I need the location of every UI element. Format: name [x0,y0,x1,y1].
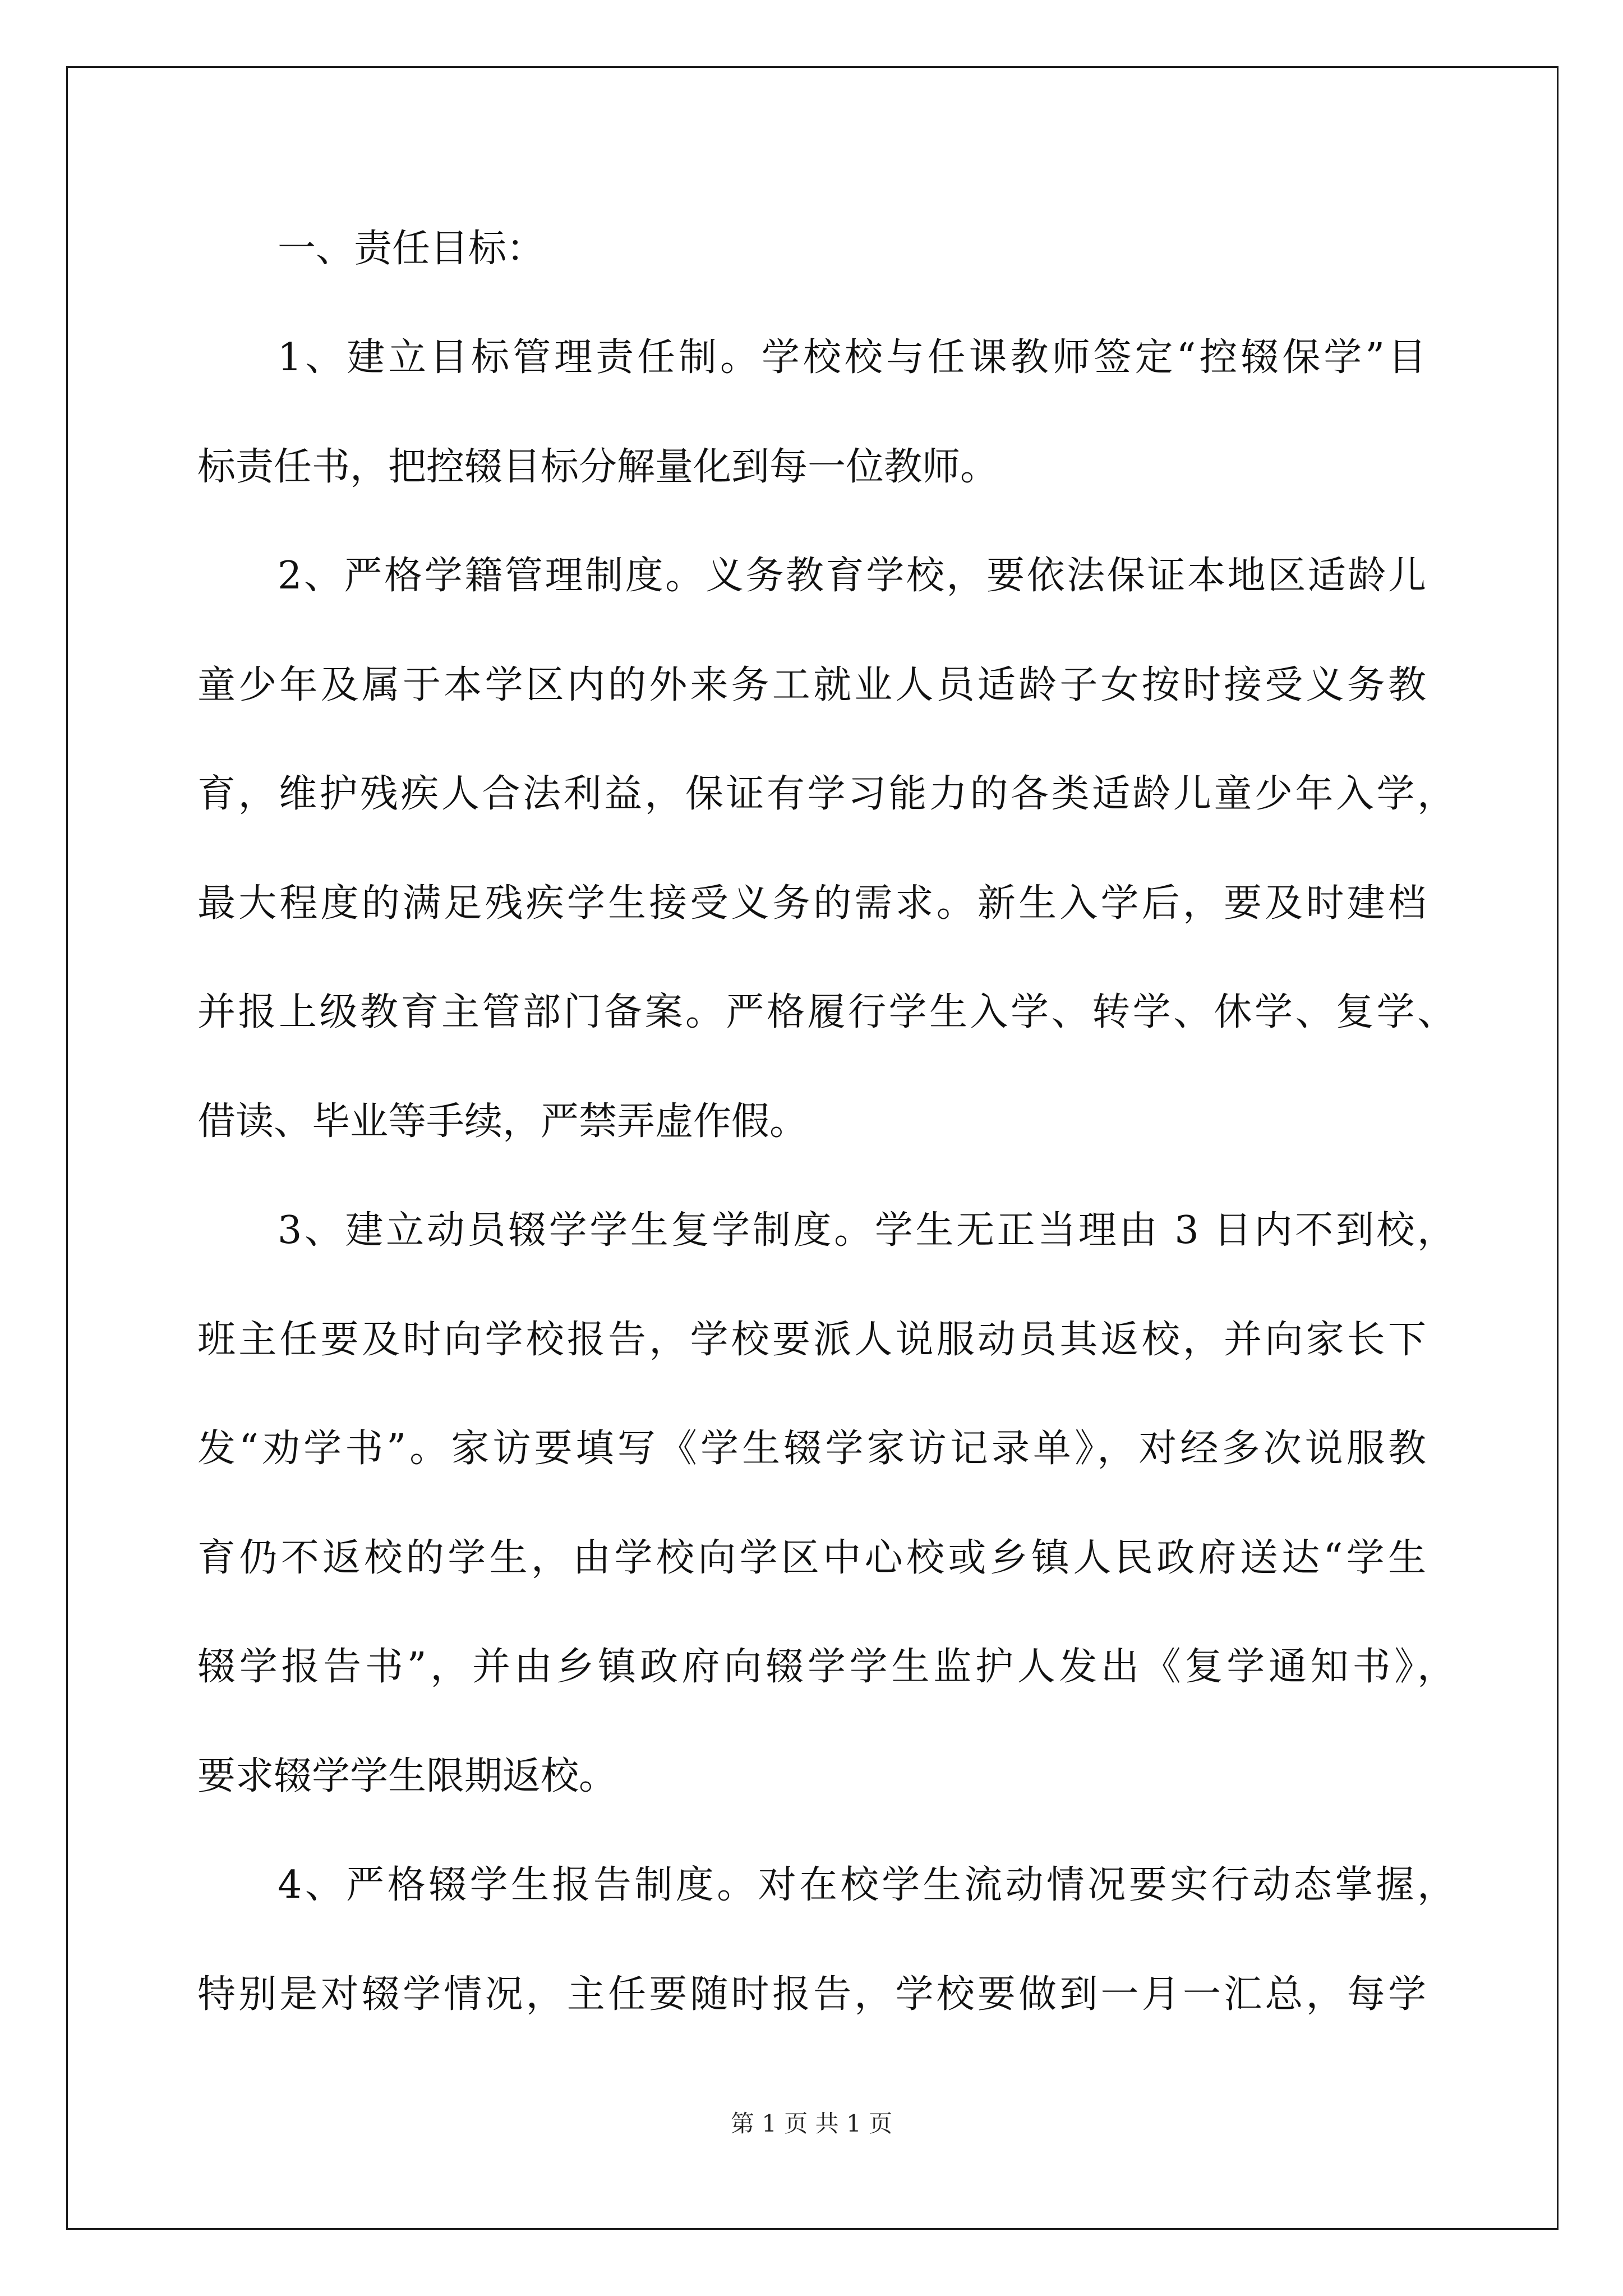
paragraph-line: 3、建立动员辍学学生复学制度。学生无正当理由 3 日内不到校， [278,1208,1455,1253]
page-number-footer: 第 1 页 共 1 页 [730,2110,893,2137]
paragraph-line: 特别是对辍学情况，主任要随时报告，学校要做到一月一汇总，每学 [197,1972,1426,2017]
paragraph-line: 发“劝学书”。家访要填写《学生辍学家访记录单》，对经多次说服教 [197,1427,1426,1471]
paragraph-line: 辍学报告书”，并由乡镇政府向辍学学生监护人发出《复学通知书》， [197,1645,1455,1689]
paragraph-line: 班主任要及时向学校报告，学校要派人说服动员其返校，并向家长下 [197,1318,1426,1362]
paragraph-line: 童少年及属于本学区内的外来务工就业人员适龄子女按时接受义务教 [197,663,1426,707]
paragraph-line: 1、建立目标管理责任制。学校校与任课教师签定“控辍保学”目 [278,335,1426,380]
section-heading: 一、责任目标： [278,227,545,271]
paragraph-line: 育仍不返校的学生，由学校向学区中心校或乡镇人民政府送达“学生 [197,1536,1426,1580]
paragraph-line: 最大程度的满足残疾学生接受义务的需求。新生入学后，要及时建档 [197,881,1426,926]
paragraph-line: 标责任书，把控辍目标分解量化到每一位教师。 [197,445,999,489]
paragraph-line: 2、严格学籍管理制度。义务教育学校，要依法保证本地区适龄儿 [278,554,1426,598]
paragraph-line: 4、严格辍学生报告制度。对在校学生流动情况要实行动态掌握， [278,1863,1455,1907]
paragraph-line: 借读、毕业等手续，严禁弄虚作假。 [197,1099,808,1144]
paragraph-line: 要求辍学学生限期返校。 [197,1754,617,1798]
paragraph-line: 育，维护残疾人合法利益，保证有学习能力的各类适龄儿童少年入学， [197,772,1455,816]
paragraph-line: 并报上级教育主管部门备案。严格履行学生入学、转学、休学、复学、 [197,990,1455,1034]
